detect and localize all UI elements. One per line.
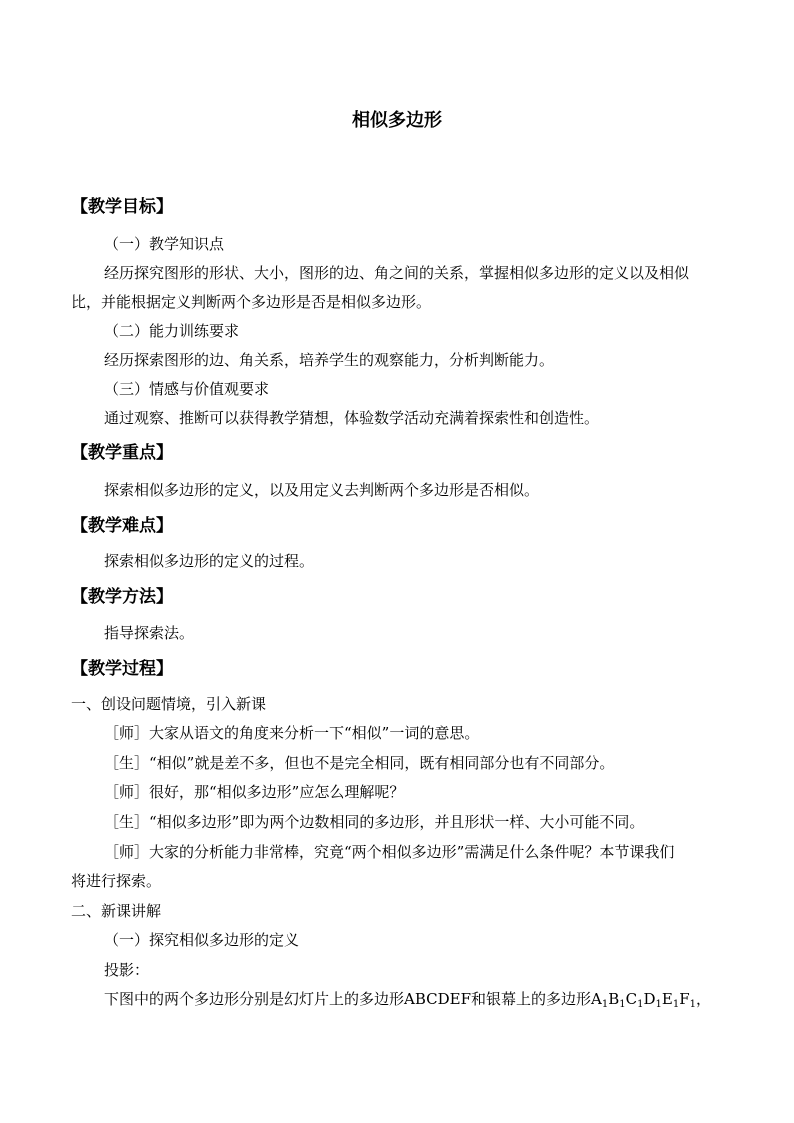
heading-process: 【教学过程】 (71, 659, 173, 679)
polygon-vertex-letter: D (643, 990, 656, 1008)
page-title: 相似多边形 (352, 110, 442, 131)
polygon-vertex-letter: E (661, 990, 673, 1008)
polygon-vertex-subscript: 1 (655, 999, 662, 1010)
dialogue-teacher-2: ［师］很好，那“相似多边形”应怎么理解呢？ (104, 783, 405, 801)
dialogue-teacher-3-line1: ［师］大家的分析能力非常棒，究竟“两个相似多边形”需满足什么条件呢？本节课我们 (104, 843, 675, 861)
heading-objectives: 【教学目标】 (71, 197, 173, 217)
projection-description (104, 989, 711, 1015)
polygon-vertex-subscript: 1 (601, 999, 609, 1010)
process-section-2: 二、新课讲解 (71, 902, 162, 920)
difficulties-text: 探索相似多边形的定义的过程。 (104, 552, 315, 570)
process-section-1: 一、创设问题情境，引入新课 (71, 695, 267, 713)
dialogue-teacher-1: ［师］大家从语文的角度来分析一下“相似”一词的意思。 (104, 724, 480, 742)
objective-1-text-line2: 比，并能根据定义判断两个多边形是否是相似多边形。 (71, 293, 432, 311)
projection-label: 投影： (104, 961, 150, 979)
polygon-vertex-subscript: 1 (672, 999, 680, 1010)
dialogue-teacher-3-line2: 将进行探索。 (71, 872, 162, 890)
polygon-vertex-letter: A (591, 990, 602, 1008)
key-points-text: 探索相似多边形的定义，以及用定义去判断两个多边形是否相似。 (104, 481, 540, 499)
objective-2-text: 经历探索图形的边、角关系，培养学生的观察能力，分析判断能力。 (104, 351, 555, 369)
polygon-vertex-subscript: 1 (619, 999, 626, 1010)
subsection-1-title: （一）探究相似多边形的定义 (104, 931, 300, 949)
methods-text: 指导探索法。 (104, 624, 195, 642)
projection-text: 下图中的两个多边形分别是幻灯片上的多边形ABCDEF和银幕上的多边形 (104, 990, 591, 1008)
heading-difficulties: 【教学难点】 (71, 516, 173, 536)
polygon-label (591, 990, 696, 1008)
objective-3-title: （三）情感与价值观要求 (104, 380, 270, 398)
polygon-vertex-letter: F (679, 990, 690, 1008)
objective-3-text: 通过观察、推断可以获得教学猜想，体验数学活动充满着探索性和创造性。 (104, 409, 600, 427)
polygon-vertex-subscript: 1 (689, 999, 697, 1010)
trailing-comma: ， (696, 990, 712, 1008)
polygon-vertex-letter: C (625, 990, 638, 1008)
polygon-vertex-letter: B (608, 990, 620, 1008)
dialogue-student-2: ［生］“相似多边形”即为两个边数相同的多边形，并且形状一样、大小可能不同。 (104, 813, 645, 831)
objective-1-title: （一）教学知识点 (104, 235, 225, 253)
objective-1-text-line1: 经历探究图形的形状、大小，图形的边、角之间的关系，掌握相似多边形的定义以及相似 (104, 264, 690, 282)
heading-methods: 【教学方法】 (71, 587, 173, 607)
dialogue-student-1: ［生］“相似”就是差不多，但也不是完全相同，既有相同部分也有不同部分。 (104, 754, 615, 772)
heading-key-points: 【教学重点】 (71, 443, 173, 463)
objective-2-title: （二）能力训练要求 (104, 322, 240, 340)
polygon-vertex-subscript: 1 (637, 999, 644, 1010)
